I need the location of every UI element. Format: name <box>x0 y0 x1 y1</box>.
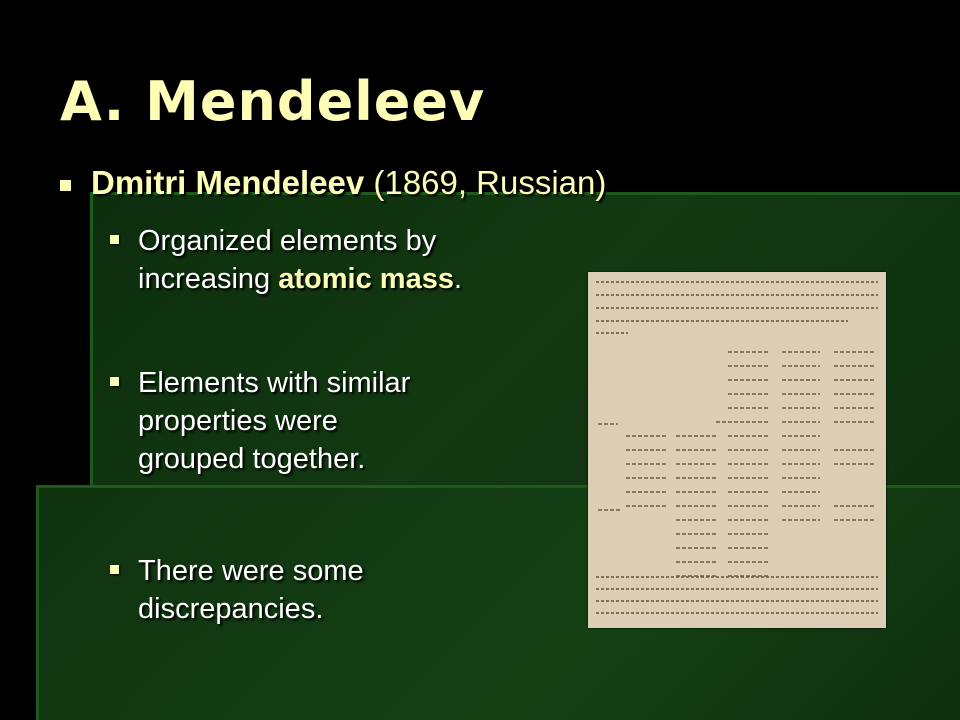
sub-bullet-text-end: . <box>453 263 463 295</box>
bullet-square-icon <box>110 565 119 574</box>
slide-title: A. Mendeleev <box>60 70 486 133</box>
sub-bullet-1 <box>110 222 490 298</box>
bullet-square-icon <box>110 235 119 244</box>
sub-bullet-text: There were some discrepancies. <box>138 555 364 625</box>
bullet-name: Dmitri Mendeleev <box>91 164 365 201</box>
mendeleev-periodic-table-image <box>588 272 886 628</box>
sub-bullet-text: Organized elements by increasing <box>138 225 437 295</box>
bullet-square-icon <box>110 377 119 386</box>
sub-bullet-3 <box>110 552 450 628</box>
sub-bullet-2 <box>110 364 440 478</box>
sub-bullet-text: Elements with similar properties were grouped together. <box>138 367 411 475</box>
main-bullet <box>60 164 606 202</box>
sub-bullet-highlight: atomic mass <box>278 263 454 295</box>
bullet-detail: (1869, Russian) <box>364 164 607 201</box>
bullet-square-icon <box>60 180 71 191</box>
